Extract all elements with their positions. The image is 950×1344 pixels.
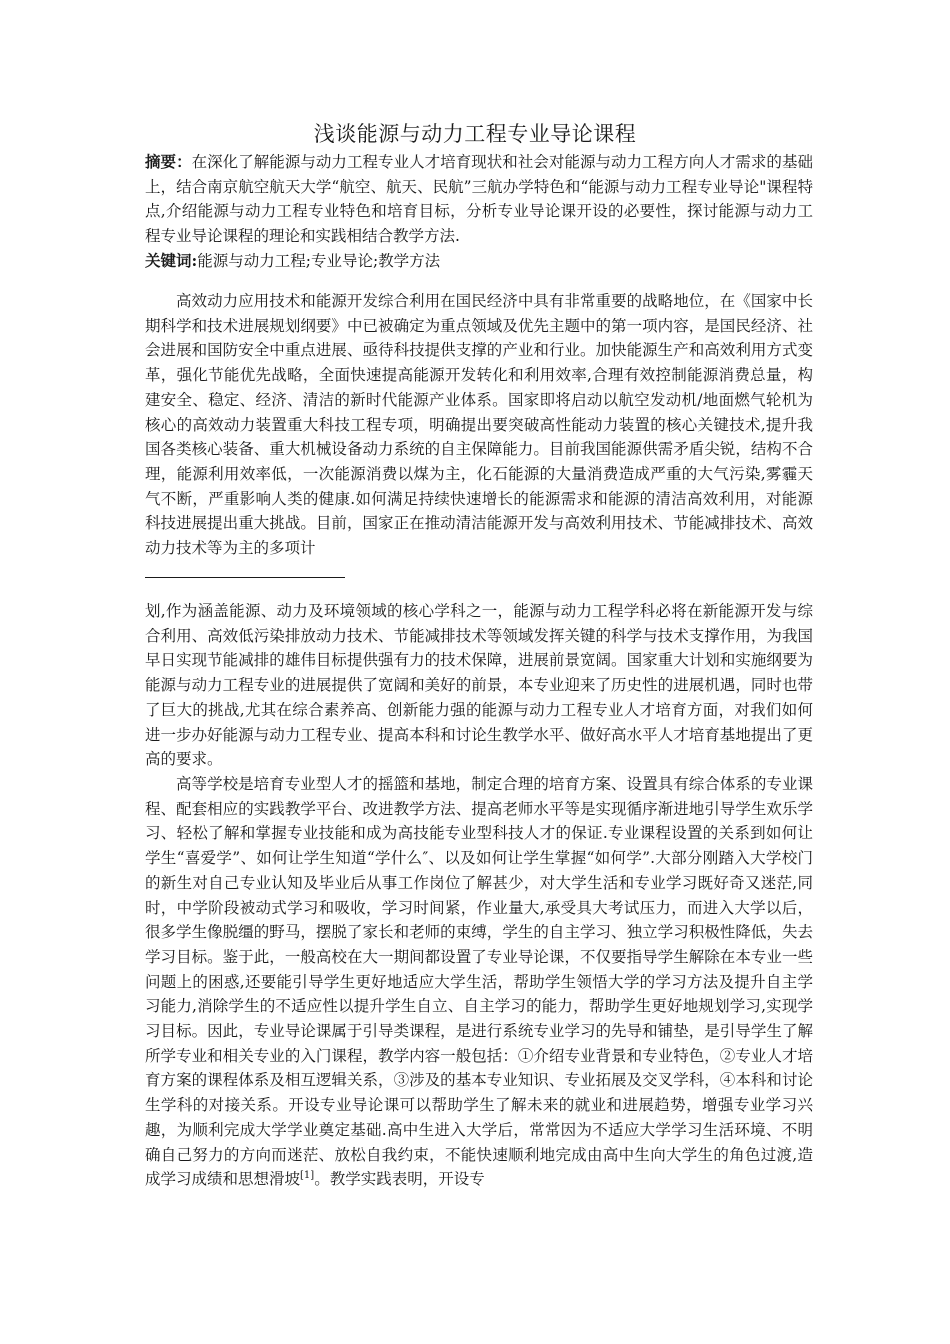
body-paragraph-2: 划,作为涵盖能源、动力及环境领域的核心学科之一，能源与动力工程学科必将在新能源开发与综合利用、高效低污染排放动力技术、节能减排技术等领域发挥关键的科学与技术支撑作用，为我国早日实现节能减排的雄伟目标提供强有力的技术保障，进展前景宽阔。国家重大计划和实施纲要为能源与动力工程专业的进展提供了宽阔和美好的前景，本专业迎来了历史性的进展机遇，同时也带了巨大的挑战,尤其在综合素养高、创新能力强的能源与动力工程专业人才培育方面，对我们如何进一步办好能源与动力工程专业、提高本科和讨论生教学水平、做好高水平人才培育基地提出了更高的要求。 [145, 602, 813, 769]
abstract [145, 150, 813, 249]
footnote-separator [145, 577, 345, 578]
paragraph-3-tail: 。教学实践表明，开设专 [314, 1170, 485, 1189]
paragraph-3-text: 高等学校是培育专业型人才的摇篮和基地，制定合理的培育方案、设置具有综合体系的专业课程、配套相应的实践教学平台、改进教学方法、提高老师水平等是实现循序渐进地引导学生欢乐学习、轻松了解和掌握专业技能和成为高技能专业型科技人才的保证.专业课程设置的关系到如何让学生“喜爱学”、如何让学生知道“学什么″、以及如何让学生掌握“如何学”.大部分刚踏入大学校门的新生对自己专业认知及毕业后从事工作岗位了解甚少，对大学生活和专业学习既好奇又迷茫,同时，中学阶段被动式学习和吸收，学习时间紧，作业量大,承受具大考试压力，而进入大学以后，很多学生像脱缰的野马，摆脱了家长和老师的束缚，学生的自主学习、独立学习积极性降低，失去学习目标。鉴于此，一般高校在大一期间都设置了专业导论课，不仅要指导学生解除在本专业一些问题上的困惑,还要能引导学生更好地适应大学生活，帮助学生领悟大学的学习方法及提升自主学习能力,消除学生的不适应性以提升学生自立、自主学习的能力，帮助学生更好地规划学习,实现学习目标。因此，专业导论课属于引导类课程，是进行系统专业学习的先导和铺垫，是引导学生了解所学专业和相关专业的入门课程，教学内容一般包括：①介绍专业背景和专业特色，②专业人才培育方案的课程体系及相互逻辑关系，③涉及的基本专业知识、专业拓展及交叉学科，④本科和讨论生学科的对接关系。开设专业导论课可以帮助学生了解未来的就业和进展趋势，增强专业学习兴趣，为顺利完成大学学业奠定基础.高中生进入大学后，常常因为不适应大学学习生活环境、不明确自己努力的方向而迷茫、放松自我约束，不能快速顺利地完成由高中生向大学生的角色过渡,造成学习成绩和思想滑坡 [145, 775, 813, 1189]
abstract-text: 在深化了解能源与动力工程专业人才培育现状和社会对能源与动力工程方向人才需求的基础上，结合南京航空航天大学“航空、航天、民航”三航办学特色和“能源与动力工程专业导论"课程特点,介绍能源与动力工程专业特色和培育目标，分析专业导论课开设的必要性，探讨能源与动力工程专业导论课程的理论和实践相结合教学方法. [145, 153, 813, 246]
document-title: 浅谈能源与动力工程专业导论课程 [313, 122, 637, 146]
keywords-label: 关键词: [145, 251, 198, 270]
keywords-text: 能源与动力工程;专业导论;教学方法 [197, 252, 441, 270]
body-paragraph-3 [145, 772, 813, 1192]
abstract-label: 摘要： [145, 152, 192, 171]
body-paragraph-1: 高效动力应用技术和能源开发综合利用在国民经济中具有非常重要的战略地位，在《国家中长期科学和技术进展规划纲要》中已被确定为重点领域及优先主题中的第一项内容，是国民经济、社会进展和国防安全中重点进展、亟待科技提供支撑的产业和行业。加快能源生产和高效利用方式变革，强化节能优先战略，全面快速提高能源开发转化和利用效率,合理有效控制能源消费总量，构建安全、稳定、经济、清洁的新时代能源产业体系。国家即将启动以航空发动机/地面燃气轮机为核心的高效动力装置重大科技工程专项，明确提出要突破高性能动力装置的核心关键技术,提升我国各类核心装备、重大机械设备动力系统的自主保障能力。目前我国能源供需矛盾尖锐，结构不合理，能源利用效率低，一次能源消费以煤为主，化石能源的大量消费造成严重的大气污染,雾霾天气不断，严重影响人类的健康.如何满足持续快速增长的能源需求和能源的清洁高效利用，对能源科技进展提出重大挑战。目前，国家正在推动清洁能源开发与高效利用技术、节能减排技术、高效动力技术等为主的多项计 [145, 292, 813, 558]
keywords [145, 249, 813, 274]
citation-marker: [1] [300, 1170, 315, 1182]
